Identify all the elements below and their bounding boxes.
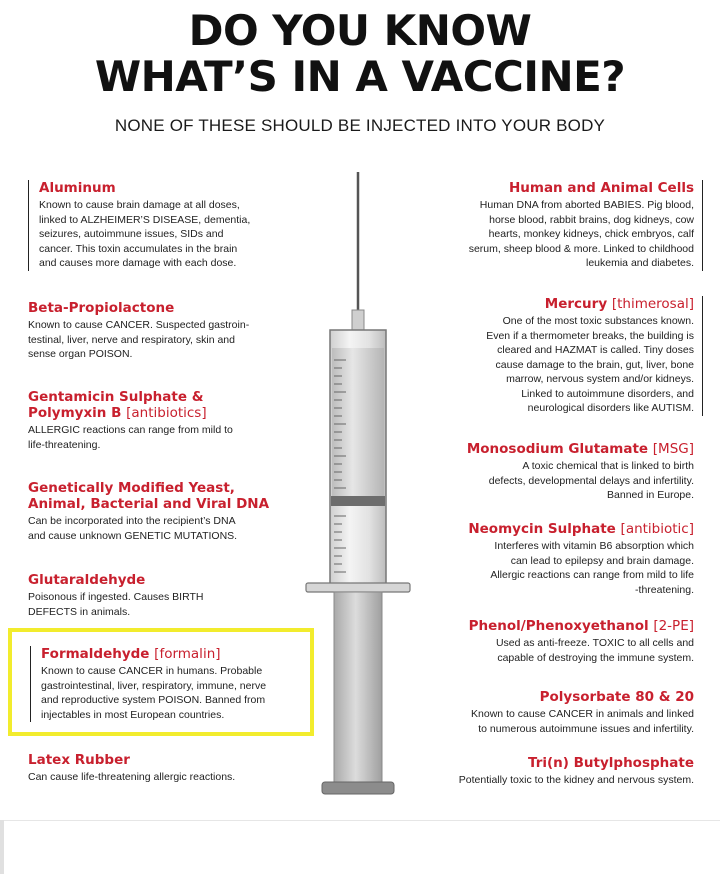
syringe-illustration [300,170,420,810]
ingredient-mercury [424,296,703,416]
ingredient-phenol [424,618,702,665]
ingredient-name: Latex Rubber [28,752,130,768]
ingredient-human-animal-cells [424,180,703,271]
ingredient-description: Known to cause brain damage at all doses, linked to ALZHEIMER’S DISEASE, dementia, seizures, autoimmune issues, SIDs and cancer. This toxin accumulates in the brain and causes more damage with each dose. [39,199,251,269]
ingredient-description: Interferes with vitamin B6 absorption which can lead to epilepsy and brain damage. Allergic reactions can range from mild to life -threatening. [490,540,694,596]
ingredient-description: Can be incorporated into the recipient’s DNA and cause unknown GENETIC MUTATIONS. [28,515,238,542]
ingredient-gentamicin-polymyxin [28,389,296,452]
ingredient-description: Human DNA from aborted BABIES. Pig blood, horse blood, rabbit brains, dog kidneys, cow hearts, monkey kidneys, chick embryos, calf serum, sheep blood & more. Linked to childhood leukemia and diabetes. [468,199,694,269]
ingredient-name: Genetically Modified Yeast, Animal, Bacterial and Viral DNA [28,480,270,512]
ingredient-description: One of the most toxic substances known. Even if a thermometer breaks, the building is cleared and HAZMAT is called. Tiny doses cause damage to the brain, gut, liver, bone marrow, nervous system and/or kidneys. Linked to autoimmune disorders, and neurological disorders like AUTISM. [486,315,694,414]
ingredient-gmo-dna [28,480,296,543]
plunger-rod [334,592,382,782]
ingredient-description: ALLERGIC reactions can range from mild to life-threatening. [28,424,233,451]
ingredient-name: Tri(n) Butylphosphate [527,755,694,771]
plunger-stopper [331,496,385,506]
ingredient-name: Mercury [thimerosal] [544,296,694,312]
ingredient-description: Known to cause CANCER in humans. Probable gastrointestinal, liver, respiratory, immune, nerve and reproductive system POISON. Banned from injectables in most European countries. [41,665,267,721]
needle-hub [352,310,364,330]
ingredient-msg [424,441,702,503]
ingredient-formaldehyde [30,646,315,722]
ingredient-name: Formaldehyde [formalin] [41,646,221,662]
ingredient-description: Known to cause CANCER. Suspected gastroin- testinal, liver, nerve and respiratory, skin and sense organ POISON. [28,319,250,360]
ingredient-name: Aluminum [39,180,116,196]
ingredient-description: Known to cause CANCER in animals and linked to numerous autoimmune issues and infertility. [471,708,694,735]
ingredient-name: Polysorbate 80 & 20 [539,689,694,705]
ingredient-polysorbate [424,689,702,736]
ingredient-name: Glutaraldehyde [28,572,146,588]
ingredient-description: Potentially toxic to the kidney and nervous system. [458,774,694,786]
ingredient-name: Neomycin Sulphate [antibiotic] [468,521,694,537]
ingredient-name: Phenol/Phenoxyethanol [2-PE] [468,618,694,634]
ingredient-description: Used as anti-freeze. TOXIC to all cells and capable of destroying the immune system. [495,637,694,664]
ingredient-description: Can cause life-threatening allergic reactions. [28,771,236,783]
ingredient-name: Human and Animal Cells [508,180,694,196]
footer-divider [0,820,4,874]
ingredient-name: Gentamicin Sulphate & Polymyxin B [antibiotics] [28,389,207,421]
ingredient-tributylphosphate [424,755,702,788]
ingredient-description: Poisonous if ingested. Causes BIRTH DEFECTS in animals. [28,591,204,618]
thumb-press [322,782,394,794]
ingredient-glutaraldehyde [28,572,296,619]
ingredient-description: A toxic chemical that is linked to birth defects, developmental delays and infertility. Banned in Europe. [488,460,694,501]
ingredient-neomycin [424,521,702,597]
title-line-1: DO YOU KNOW [188,6,532,55]
title-line-2: WHAT’S IN A VACCINE? [94,52,626,101]
ingredient-name: Monosodium Glutamate [MSG] [466,441,694,457]
ingredient-beta-propiolactone [28,300,296,362]
ingredient-latex-rubber [28,752,296,785]
subtitle: NONE OF THESE SHOULD BE INJECTED INTO YOUR BODY [114,116,606,135]
footer-area [0,820,720,875]
finger-flange [306,583,410,592]
ingredient-aluminum [28,180,307,271]
ingredient-name: Beta-Propiolactone [28,300,175,316]
